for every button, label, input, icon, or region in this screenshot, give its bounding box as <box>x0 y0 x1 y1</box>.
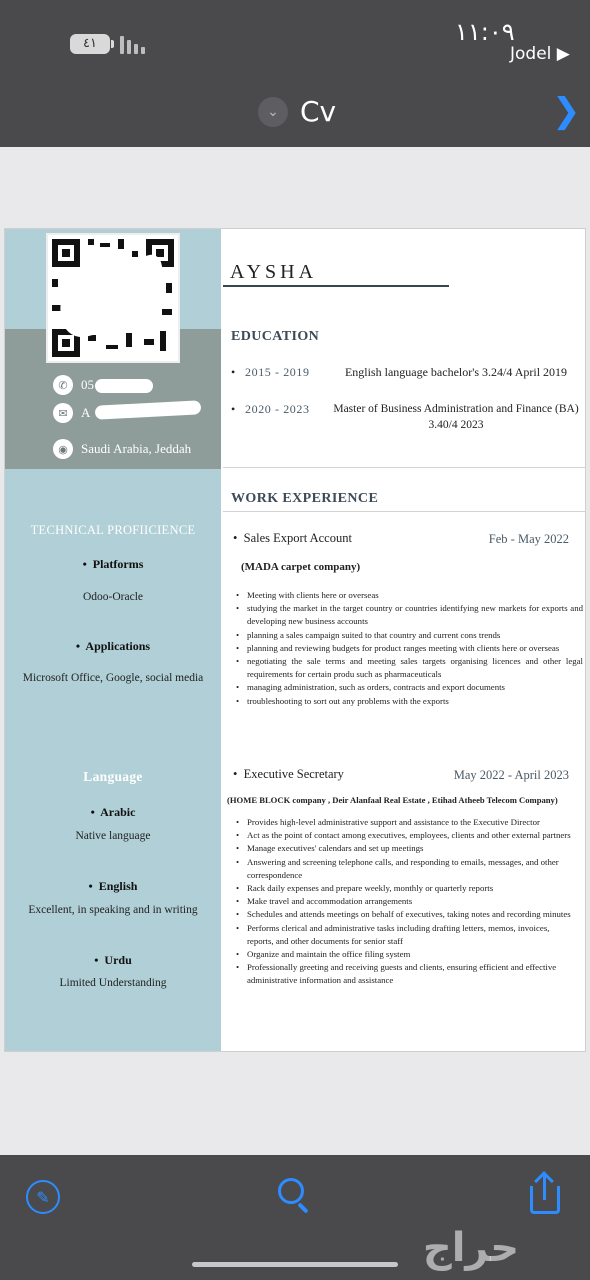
duty-item: • troubleshooting to sort out any problems with the exports <box>247 695 583 708</box>
duty-item: • Professionally greeting and receiving guests and clients, ensuring efficient and effective administrative information and assistance <box>247 961 573 987</box>
status-time: ١١:٠٩ <box>455 18 515 46</box>
job-duties-list <box>247 816 573 988</box>
contact-location: ◉ Saudi Arabia, Jeddah <box>53 439 191 459</box>
phone-icon: ✆ <box>53 375 73 395</box>
language-urdu: • Urdu <box>94 953 132 967</box>
duty-item: • Provides high-level administrative support and assistance to the Executive Director <box>247 816 573 829</box>
duty-item: • managing administration, such as orders, contracts and export documents <box>247 681 583 694</box>
duty-item: • negotiating the sale terms and meeting sales targets organising licences and other legal requirements for certain produ such as pharmaceuticals <box>247 655 583 681</box>
home-indicator[interactable] <box>192 1262 398 1267</box>
work-heading: WORK EXPERIENCE <box>231 491 379 506</box>
contact-email: ✉ A <box>53 403 90 423</box>
battery-icon: ٤١ <box>70 34 110 54</box>
job-company: (HOME BLOCK company , Deir Alanfaal Real Estate , Etihad Atheeb Telecom Company) <box>227 795 558 805</box>
job-company: (MADA carpet company) <box>241 561 361 573</box>
job-title: • Executive Secretary <box>233 767 344 781</box>
duty-item: • Organize and maintain the office filing system <box>247 948 573 961</box>
education-item: • 2020 - 2023 Master of Business Administration and Finance (BA) 3.40/4 2023 <box>231 402 579 431</box>
language-urdu-level: Limited Understanding <box>59 977 167 989</box>
contact-phone: ✆ 05 <box>53 375 94 395</box>
education-heading: EDUCATION <box>231 329 320 344</box>
back-to-app-link[interactable]: Jodel ▶ <box>510 44 570 64</box>
language-english-level: Excellent, in speaking and in writing <box>28 904 198 916</box>
resume-page <box>4 228 586 1052</box>
platforms-title: • Platforms <box>82 557 144 571</box>
chevron-right-icon[interactable]: ❯ <box>552 91 581 131</box>
title-menu[interactable] <box>258 95 336 128</box>
job-date: Feb - May 2022 <box>488 532 569 546</box>
language-arabic: • Arabic <box>90 805 136 819</box>
chevron-down-icon[interactable]: ⌄ <box>258 97 288 127</box>
section-divider <box>223 511 586 512</box>
markup-pen-icon[interactable]: ✎ <box>26 1180 60 1214</box>
duty-item: • Answering and screening telephone calls, and responding to emails, messages, and other correspondence <box>247 856 573 882</box>
search-icon[interactable] <box>278 1178 312 1214</box>
document-title: Cv <box>300 95 337 128</box>
education-item: • 2015 - 2019 English language bachelor's 3.24/4 April 2019 <box>231 365 568 379</box>
applications-detail: Microsoft Office, Google, social media <box>22 672 204 684</box>
duty-item: • Meeting with clients here or overseas <box>247 589 583 602</box>
applications-title: • Applications <box>75 639 151 653</box>
location-pin-icon: ◉ <box>53 439 73 459</box>
name-underline <box>223 285 449 287</box>
duty-item: • studying the market in the target country or countries identifying new markets for exports and developing new business accounts <box>247 602 583 628</box>
duty-item: • Schedules and attends meetings on behalf of executives, taking notes and recording minutes <box>247 908 573 921</box>
section-divider <box>223 467 586 468</box>
job-title: • Sales Export Account <box>233 531 352 545</box>
job-duties-list <box>247 589 583 708</box>
qr-code <box>46 233 180 363</box>
duty-item: • planning a sales campaign suited to that country and current cons trends <box>247 629 583 642</box>
language-heading: Language <box>83 769 143 784</box>
technical-heading: TECHNICAL PROFIICIENCE <box>30 523 196 537</box>
language-arabic-level: Native language <box>75 830 151 842</box>
language-english: • English <box>88 879 138 893</box>
duty-item: • planning and reviewing budgets for product ranges meeting with clients here or overseas <box>247 642 583 655</box>
platforms-detail: Odoo-Oracle <box>82 591 144 603</box>
top-bar <box>0 0 590 147</box>
duty-item: • Performs clerical and administrative tasks including drafting letters, memos, invoices, reports, and other documents for senior staff <box>247 922 573 948</box>
job-date: May 2022 - April 2023 <box>453 768 569 782</box>
watermark-logo: حراج <box>422 1225 520 1271</box>
duty-item: • Act as the point of contact among executives, employees, clients and other external partners <box>247 829 573 842</box>
duty-item: • Manage executives' calendars and set up meetings <box>247 842 573 855</box>
share-icon[interactable] <box>528 1174 562 1214</box>
mail-icon: ✉ <box>53 403 73 423</box>
duty-item: • Make travel and accommodation arrangements <box>247 895 573 908</box>
redacted-phone <box>95 379 153 393</box>
duty-item: • Rack daily expenses and prepare weekly, monthly or quarterly reports <box>247 882 573 895</box>
resume-name: AYSHA <box>230 261 318 279</box>
signal-icon <box>120 36 145 54</box>
